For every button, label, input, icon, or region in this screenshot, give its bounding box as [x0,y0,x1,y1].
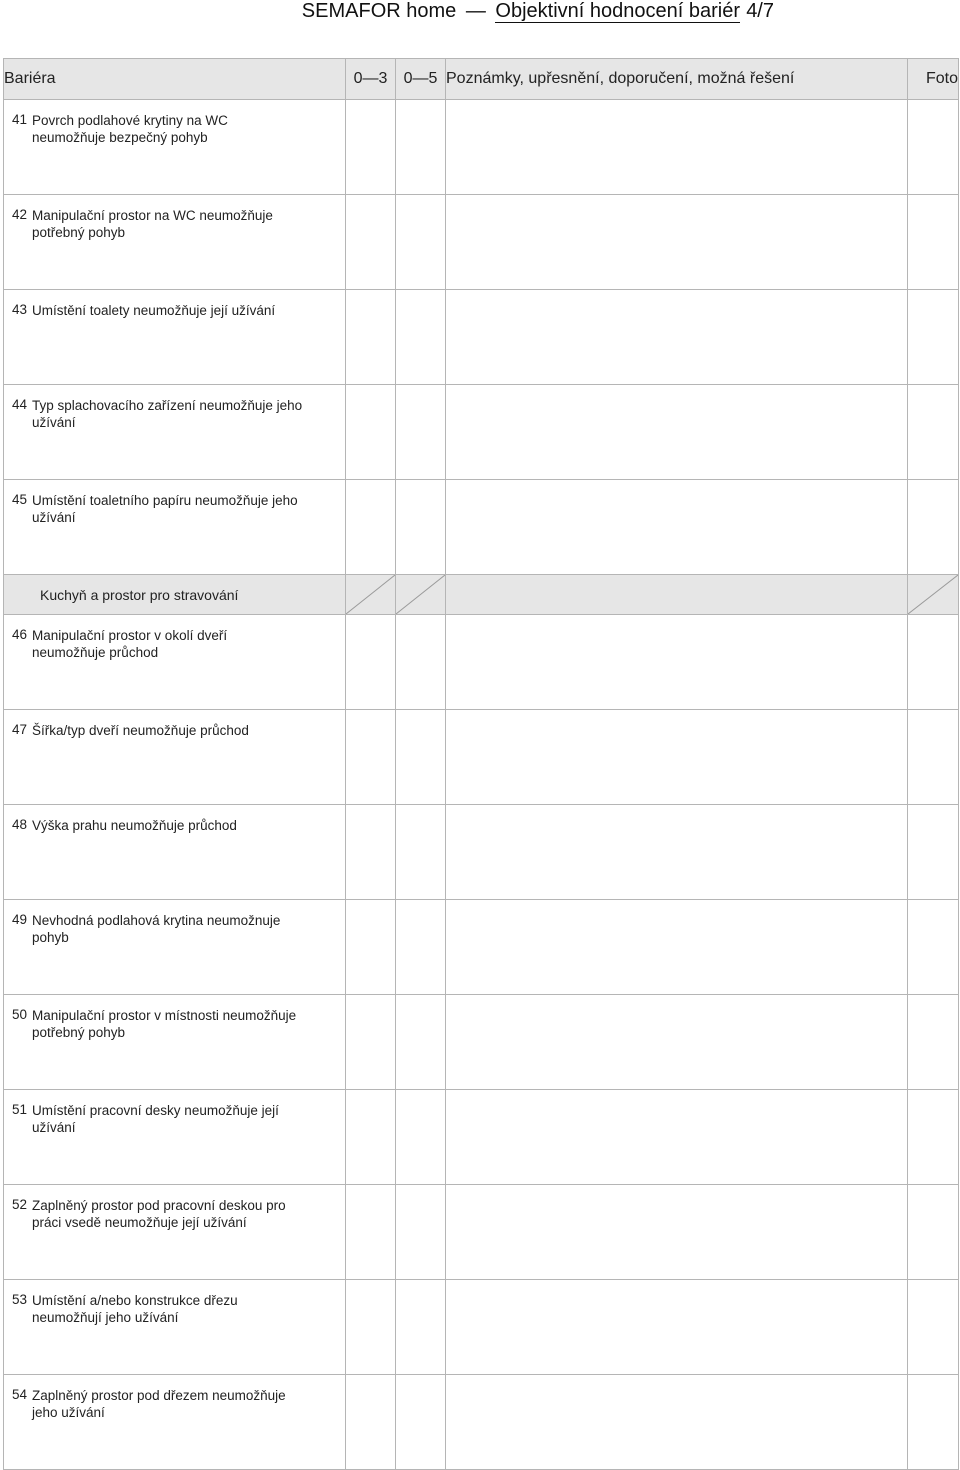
score-0-5-cell[interactable] [396,1375,446,1470]
score-0-3-cell[interactable] [346,290,396,385]
barrier-text: Zaplněný prostor pod dřezem neumožňuje jeho užívání [32,1388,286,1420]
row-number: 50 [12,1007,28,1022]
score-0-5-cell[interactable] [396,100,446,195]
score-0-5-cell[interactable] [396,1090,446,1185]
table-row [4,1375,959,1470]
score-0-3-cell[interactable] [346,100,396,195]
barrier-text: Manipulační prostor na WC neumožňuje potřebný pohyb [32,208,273,240]
diagonal-slash-icon [908,575,958,614]
foto-cell[interactable] [908,995,959,1090]
foto-cell[interactable] [908,805,959,900]
foto-cell[interactable] [908,900,959,995]
score-0-3-cell[interactable] [346,710,396,805]
score-0-3-cell[interactable] [346,1280,396,1375]
disabled-cell [908,575,959,615]
score-0-5-cell[interactable] [396,385,446,480]
table-row [4,1280,959,1375]
score-0-5-cell[interactable] [396,615,446,710]
header-separator: — [465,0,486,22]
table-row [4,710,959,805]
row-number: 52 [12,1197,28,1212]
foto-cell[interactable] [908,1375,959,1470]
diagonal-slash-icon [396,575,445,614]
row-number: 48 [12,817,28,832]
score-0-3-cell[interactable] [346,195,396,290]
barrier-text: Umístění a/nebo konstrukce dřezu neumožňují jeho užívání [32,1293,238,1325]
barrier-text: Šířka/typ dveří neumožňuje průchod [32,723,249,738]
table-row [4,805,959,900]
score-0-3-cell[interactable] [346,480,396,575]
disabled-cell [346,575,396,615]
foto-cell[interactable] [908,1280,959,1375]
barrier-text: Výška prahu neumožňuje průchod [32,818,237,833]
table-row [4,1185,959,1280]
column-header-barrier: Bariéra [4,59,346,100]
section-header-row [4,575,959,615]
notes-cell[interactable] [446,480,908,575]
row-number: 41 [12,112,28,127]
notes-cell[interactable] [446,1185,908,1280]
barrier-text: Umístění toaletního papíru neumožňuje jeho užívání [32,493,298,525]
table-row [4,480,959,575]
column-header-range-0-3: 0—3 [346,59,396,100]
notes-cell[interactable] [446,805,908,900]
brand-name: SEMAFOR home [301,0,457,22]
barrier-text: Manipulační prostor v okolí dveří neumožňuje průchod [32,628,228,660]
notes-cell[interactable] [446,290,908,385]
notes-cell[interactable] [446,995,908,1090]
barrier-text: Umístění pracovní desky neumožňuje její užívání [32,1103,279,1135]
foto-cell[interactable] [908,195,959,290]
table-row [4,995,959,1090]
score-0-5-cell[interactable] [396,805,446,900]
row-number: 43 [12,302,28,317]
barrier-text: Zaplněný prostor pod pracovní deskou pro práci vsedě neumožňuje její užívání [32,1198,286,1230]
barrier-assessment-table [3,58,959,1470]
row-number: 45 [12,492,28,507]
barrier-text: Umístění toalety neumožňuje její užívání [32,303,276,318]
page-number: 4/7 [746,0,774,22]
foto-cell[interactable] [908,480,959,575]
score-0-5-cell[interactable] [396,195,446,290]
notes-cell[interactable] [446,1375,908,1470]
row-number: 49 [12,912,28,927]
score-0-3-cell[interactable] [346,1375,396,1470]
score-0-5-cell[interactable] [396,1185,446,1280]
notes-cell[interactable] [446,900,908,995]
row-number: 51 [12,1102,28,1117]
row-number: 47 [12,722,28,737]
disabled-cell [396,575,446,615]
notes-cell[interactable] [446,195,908,290]
notes-cell[interactable] [446,615,908,710]
table-row [4,290,959,385]
notes-cell[interactable] [446,1280,908,1375]
barrier-text: Manipulační prostor v místnosti neumožňuje potřebný pohyb [32,1008,297,1040]
notes-cell[interactable] [446,100,908,195]
score-0-5-cell[interactable] [396,995,446,1090]
score-0-3-cell[interactable] [346,995,396,1090]
score-0-3-cell[interactable] [346,805,396,900]
notes-cell[interactable] [446,1090,908,1185]
table-row [4,385,959,480]
score-0-5-cell[interactable] [396,710,446,805]
row-number: 42 [12,207,28,222]
column-header-range-0-5: 0—5 [396,59,446,100]
row-number: 46 [12,627,28,642]
barrier-text: Nevhodná podlahová krytina neumožnuje pohyb [32,913,281,945]
foto-cell[interactable] [908,290,959,385]
score-0-3-cell[interactable] [346,1090,396,1185]
score-0-3-cell[interactable] [346,900,396,995]
diagonal-slash-icon [346,575,395,614]
foto-cell[interactable] [908,1185,959,1280]
table-header-row [4,59,959,100]
row-number: 54 [12,1387,28,1402]
barrier-text: Povrch podlahové krytiny na WC neumožňuje bezpečný pohyb [32,113,228,145]
page-title: Objektivní hodnocení bariér [495,0,740,22]
score-0-3-cell[interactable] [346,385,396,480]
barrier-text: Typ splachovacího zařízení neumožňuje jeho užívání [32,398,303,430]
score-0-5-cell[interactable] [396,290,446,385]
row-number: 44 [12,397,28,412]
table-row [4,1090,959,1185]
column-header-foto: Foto [908,59,959,100]
foto-cell[interactable] [908,385,959,480]
table-row [4,100,959,195]
foto-cell[interactable] [908,710,959,805]
score-0-5-cell[interactable] [396,1280,446,1375]
table-row [4,615,959,710]
row-number: 53 [12,1292,28,1307]
foto-cell[interactable] [908,615,959,710]
foto-cell[interactable] [908,100,959,195]
section-notes-cell [446,575,908,615]
table-row [4,195,959,290]
score-0-3-cell[interactable] [346,615,396,710]
page-header [0,0,774,24]
score-0-5-cell[interactable] [396,900,446,995]
table-row [4,900,959,995]
score-0-3-cell[interactable] [346,1185,396,1280]
score-0-5-cell[interactable] [396,480,446,575]
notes-cell[interactable] [446,710,908,805]
column-header-notes: Poznámky, upřesnění, doporučení, možná řešení [446,59,908,100]
notes-cell[interactable] [446,385,908,480]
foto-cell[interactable] [908,1090,959,1185]
section-title: Kuchyň a prostor pro stravování [4,575,346,615]
